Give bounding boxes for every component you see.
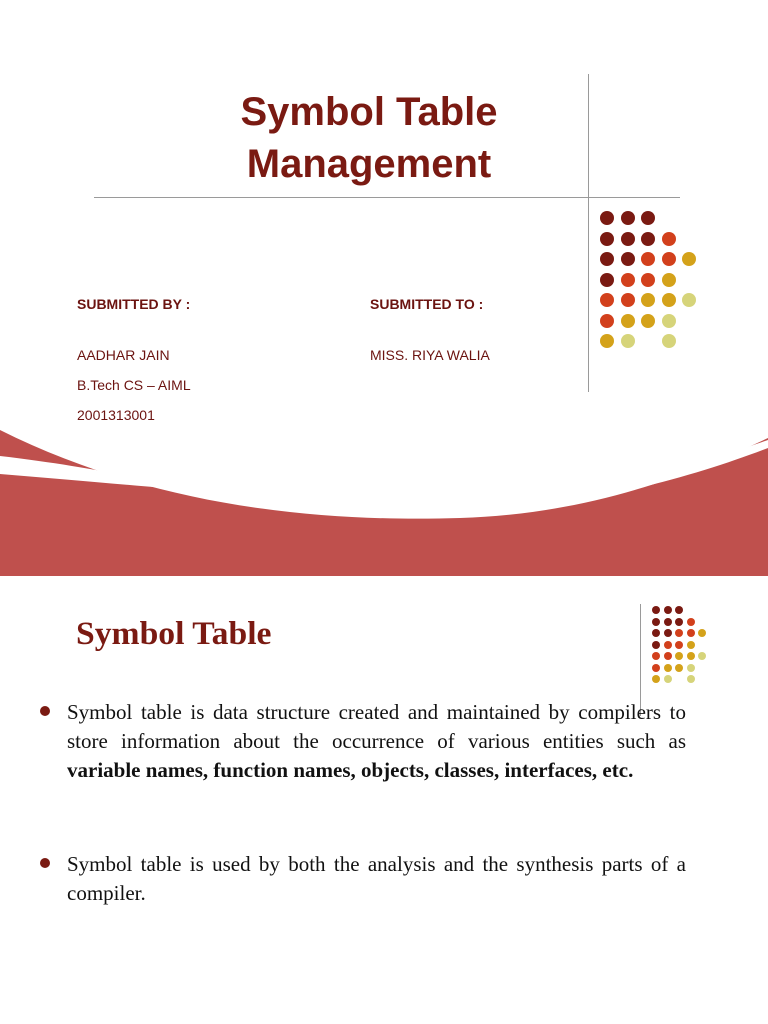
decorative-dot [621, 252, 635, 266]
decorative-dot [600, 273, 614, 287]
decorative-dot [664, 664, 672, 672]
decorative-dot [664, 606, 672, 614]
teacher-name: MISS. RIYA WALIA [370, 347, 490, 363]
decorative-dot [687, 652, 695, 660]
decorative-dot [621, 232, 635, 246]
decorative-dot [664, 629, 672, 637]
decorative-dot [600, 252, 614, 266]
decorative-dot [641, 293, 655, 307]
vertical-divider [588, 74, 589, 392]
decorative-dot [662, 252, 676, 266]
bullet-paragraph-1 [67, 698, 686, 785]
decorative-dot [662, 273, 676, 287]
decorative-dot [641, 273, 655, 287]
decorative-dot [687, 618, 695, 626]
decorative-dot [662, 293, 676, 307]
title-line-2: Management [246, 142, 492, 186]
decorative-dot [600, 293, 614, 307]
decorative-dot [600, 211, 614, 225]
decorative-dot [600, 232, 614, 246]
decorative-dot [687, 675, 695, 683]
bullet-paragraph-2: Symbol table is used by both the analysis and the synthesis parts of a compiler. [67, 852, 686, 905]
decorative-dot [664, 618, 672, 626]
decorative-dot [698, 652, 706, 660]
decorative-dot [652, 652, 660, 660]
title-line-1: Symbol Table [240, 90, 498, 134]
decorative-dot [621, 211, 635, 225]
decorative-dot [621, 293, 635, 307]
student-name: AADHAR JAIN [77, 347, 170, 363]
decorative-dot [687, 629, 695, 637]
student-course: B.Tech CS – AIML [77, 377, 191, 393]
decorative-dot [675, 652, 683, 660]
decorative-dot [698, 629, 706, 637]
decorative-dot [687, 664, 695, 672]
decorative-dot [641, 252, 655, 266]
horizontal-divider [94, 197, 680, 198]
bullet-marker-2 [40, 858, 50, 868]
decorative-dot [621, 334, 635, 348]
bottom-wave-band [0, 430, 768, 576]
decorative-dot [621, 273, 635, 287]
decorative-dot [682, 252, 696, 266]
content-slide [0, 576, 768, 1024]
decorative-dot [600, 314, 614, 328]
decorative-dot [600, 334, 614, 348]
decorative-dot [662, 334, 676, 348]
decorative-dot [652, 606, 660, 614]
slide-title [0, 86, 738, 190]
decorative-dot [652, 629, 660, 637]
slide-heading: Symbol Table [76, 616, 272, 652]
decorative-dot [641, 211, 655, 225]
decorative-dot [641, 314, 655, 328]
decorative-dot [652, 675, 660, 683]
decorative-dot [675, 606, 683, 614]
decorative-dot [664, 675, 672, 683]
decorative-dot [621, 314, 635, 328]
student-roll-number: 2001313001 [77, 407, 155, 423]
bullet-1-bold-text: variable names, function names, objects, classes, interfaces, etc. [67, 758, 634, 782]
decorative-dot [652, 664, 660, 672]
submitted-by-label: SUBMITTED BY : [77, 296, 191, 312]
decorative-dot [662, 314, 676, 328]
decorative-dot [652, 641, 660, 649]
bullet-marker-1 [40, 706, 50, 716]
decorative-dot [675, 664, 683, 672]
decorative-dot [652, 618, 660, 626]
decorative-dot [675, 641, 683, 649]
decorative-dot [662, 232, 676, 246]
decorative-dot [682, 293, 696, 307]
decorative-dot [675, 618, 683, 626]
decorative-dot [664, 641, 672, 649]
decorative-dot [664, 652, 672, 660]
bullet-1-text: Symbol table is data structure created and maintained by compilers to store information about the occurrence of various entities such as [67, 700, 686, 753]
submitted-to-label: SUBMITTED TO : [370, 296, 484, 312]
decorative-dot [687, 641, 695, 649]
decorative-dot [641, 232, 655, 246]
decorative-dot [675, 629, 683, 637]
